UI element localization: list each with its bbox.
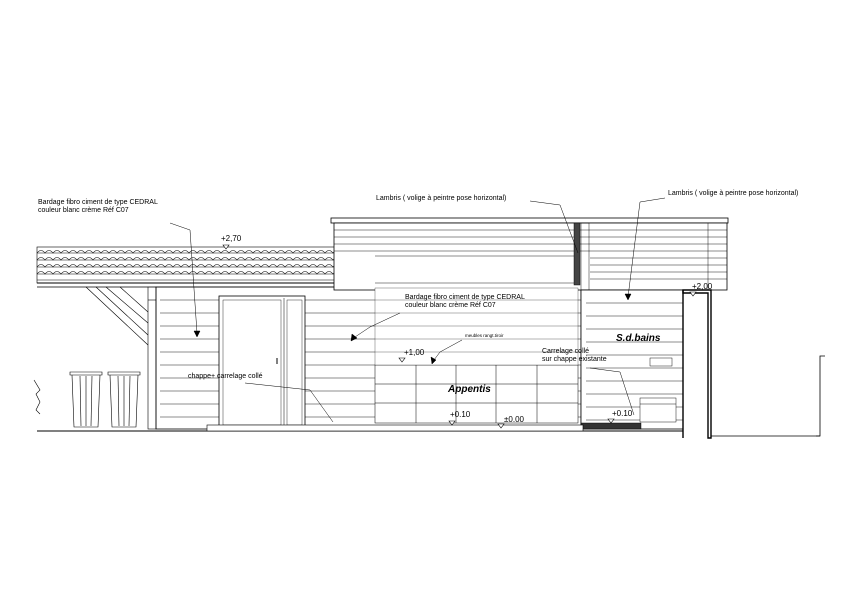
entrance-door	[219, 296, 305, 429]
bardage-center-line2: couleur blanc crème Réf C07	[405, 302, 496, 310]
lambris-center-note: Lambris ( volige à peintre pose horizontal)	[376, 195, 507, 202]
room-label-sdb: S.d.bains	[616, 333, 661, 344]
bardage-left-note	[38, 199, 158, 215]
bardage-left-line2: couleur blanc crème Réf C07	[38, 207, 129, 215]
upper-volume	[331, 218, 728, 290]
left-tiled-roof	[37, 247, 375, 287]
chappe-note: chappe+ carrelage collé	[188, 373, 263, 380]
bardage-center-line1: Bardage fibro ciment de type CEDRAL	[405, 294, 525, 301]
room-label-appentis: Appentis	[448, 384, 491, 395]
meubles-note: meubles rangt.tiroir	[465, 333, 504, 338]
bardage-center-note	[405, 294, 525, 310]
carrelage-note	[542, 348, 607, 364]
lambris-right-note: Lambris ( volige à peintre pose horizontal)	[668, 190, 799, 197]
bardage-left-line1: Bardage fibro ciment de type CEDRAL	[38, 199, 158, 206]
carrelage-line1: Carrelage collé	[542, 348, 590, 355]
level-roof-left: +2,70	[221, 234, 242, 243]
level-roof-right: +2,00	[692, 282, 713, 291]
level-furniture-top: +1,00	[404, 348, 425, 357]
carrelage-line2: sur chappe existante	[542, 356, 607, 364]
level-ground: ±0.00	[504, 415, 524, 424]
level-floor-appentis: +0.10	[450, 410, 471, 419]
level-floor-sdb: +0.10	[612, 409, 633, 418]
